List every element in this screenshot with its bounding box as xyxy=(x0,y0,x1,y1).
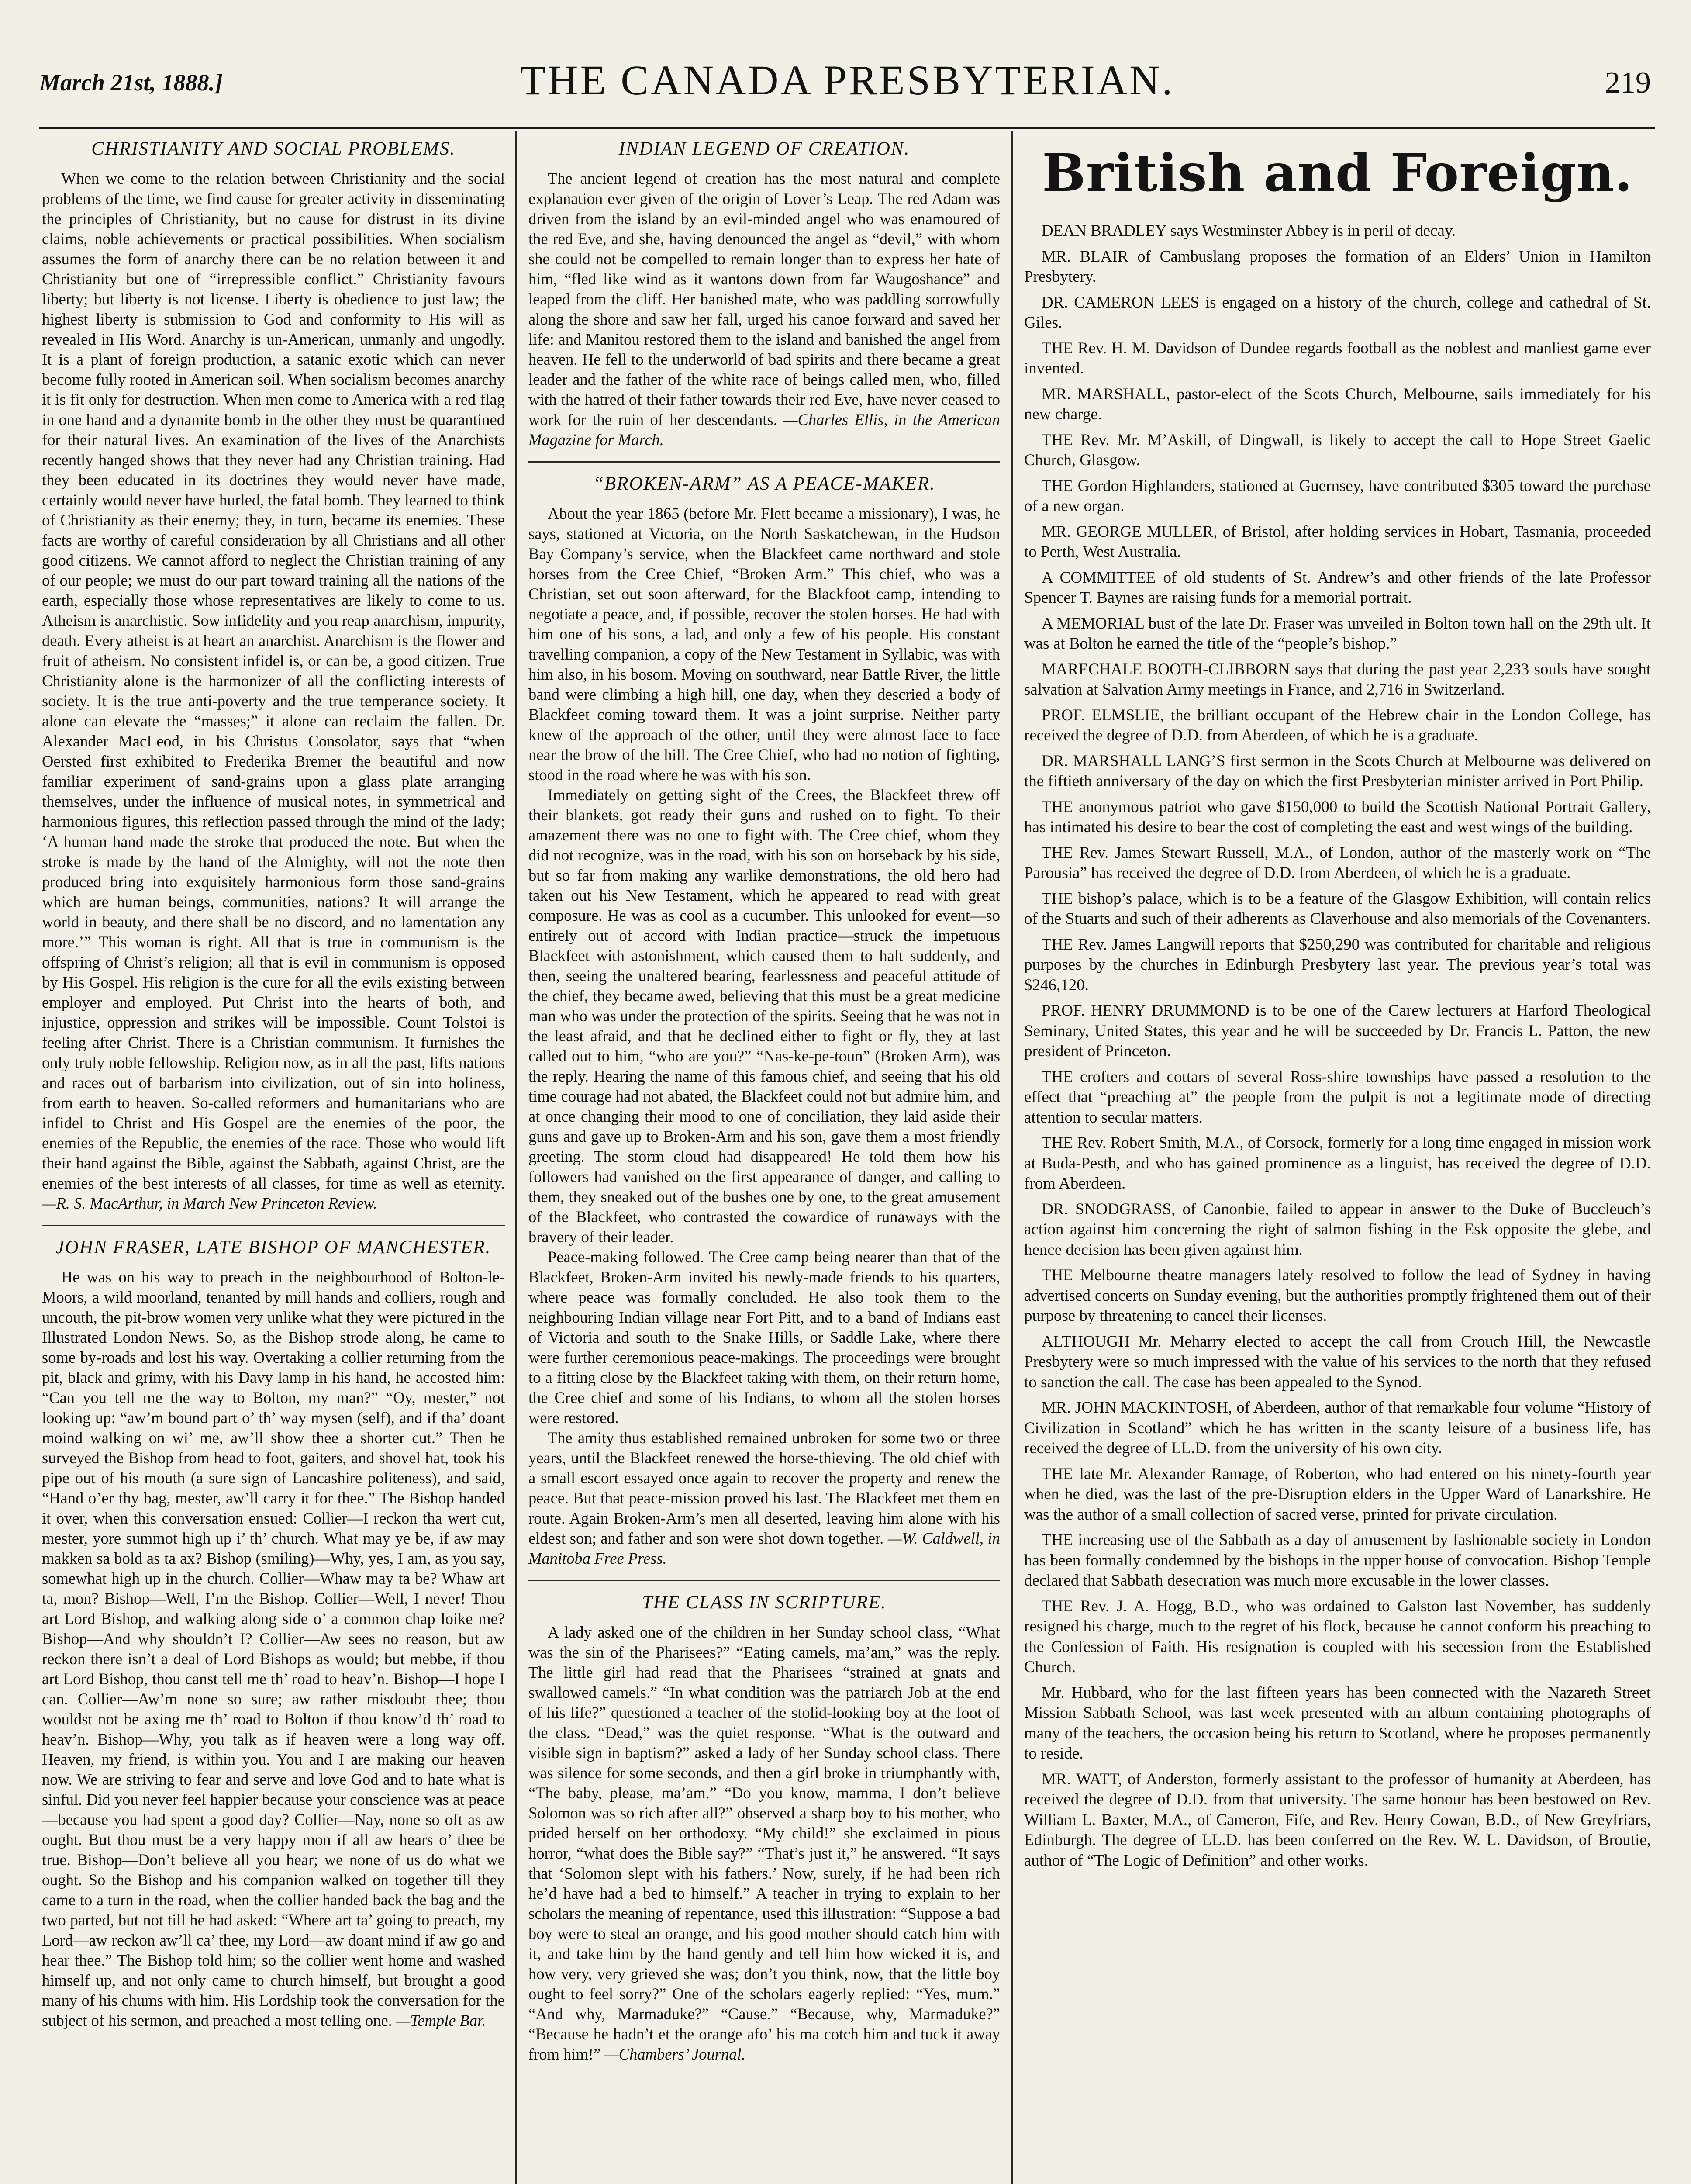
newspaper-title: THE CANADA PRESBYTERIAN. xyxy=(520,57,1175,104)
column-2 xyxy=(528,131,1000,2184)
article-text: He was on his way to preach in the neighbourhood of Bolton-le-Moors, a wild moorland, tenanted by mill hands and colliers, rough and uncouth, the pit-brow women very unlike what they were pictured in the Illustrated London News. So, as the Bishop strode along, he came to some by-roads and lost his way. Overtaking a collier returning from the pit, black and grimy, with his Davy lamp in his hand, he accosted him: “Can you tell me the way to Bolton, my man?” “Oy, mester,” not looking up: “aw’m bound part o’ th’ way mysen (self), and if tha’ doant moind walking on wi’ me, aw’ll show thee a shorter cut.” Then he surveyed the Bishop from head to foot, gaiters, and shovel hat, took his pipe out of his mouth (a sure sign of Lancashire politeness), and said, “Hand o’er thy bag, mester, aw’ll carry it for thee.” The Bishop handed it over, when this conversation ensued: Collier—I reckon tha wert cut, mester, yore summot high up i’ th’ church. What may ye be, if aw may makken sa bold as ta ax? Bishop (smiling)—Why, yes, I am, as you say, somewhat high up in the church. Collier—Whaw may ta be? Whaw art ta, mon? Bishop—Well, I’m the Bishop. Collier—Well, I never! Thou art Lord Bishop, and walking along side o’ a common chap loike me? Bishop—And why shouldn’t I? Collier—Aw sees no reason, but aw reckon there isn’t a deal of Lord Bishops as would; but mebbe, if thou art Lord Bishop, thou canst tell me th’ road to heav’n. Bishop—I hope I can. Collier—Aw’m none so sure; aw rather misdoubt thee; thou wouldst not be axing me th’ road to Bolton if thou know’d th’ road to heav’n. Bishop—Why, you talk as if heaven were a long way off. Heaven, my friend, is within you. You and I are making our heaven now. We are striving to fear and serve and love God and to hate what is sinful. Did you never feel happier because your conscience was at peace—because you had spent a good day? Collier—Nay, none so oft as aw ought. But thou must be a very happy mon if all aw hears o’ thee be true. Bishop—Don’t believe all you hear; we none of us do what we ought. So the Bishop and his companion walked on together till they came to a turn in the road, when the collier handed back the bag and the two parted, but not till he had asked: “Where art ta’ going to preach, my Lord—aw reckon aw’ll ca’ thee, my Lord—aw doant mind if aw go and hear thee.” The Bishop told him; so the collier went home and washed himself up, and not only came to church himself, but brought a good many of his chums with him. His Lordship took the conversation for the subject of his sermon, and preached a most telling one. xyxy=(42,1268,505,2029)
article-text: When we come to the relation between Christianity and the social problems of the time, we find cause for greater activity in disseminating the principles of Christianity, but no cause for distrust in its divine claims, noble achievements or practical possibilities. When socialism assumes the form of anarchy there can be no relation between it and Christianity but one of “irrepressible conflict.” Christianity favours liberty; but liberty is not license. Liberty is obedience to just law; the highest liberty is submission to God and conformity to His will as revealed in His Word. Anarchy is un-American, unmanly and ungodly. It is a plant of foreign production, a satanic exotic which can never become fully rooted in American soil. When socialism becomes anarchy it is fit only for destruction. When men come to America with a red flag in one hand and a dynamite bomb in the other they must be quarantined for their natural lives. An examination of the lives of the Anarchists recently hanged shows that they never had any Christian training. Had they been educated in its doctrines they would never have made, certainly would never have hurled, the fatal bomb. They learned to think of Christianity as their enemy; they, in turn, became its enemies. These facts are worthy of careful consideration by all Christians and all other good citizens. We cannot afford to neglect the Christian training of any of our people; we must do our part toward training all the nations of the earth, especially those whose representatives are likely to come to us. Atheism is anarchistic. Sow infidelity and you reap anarchism, impurity, death. Every atheist is at heart an anarchist. Anarchism is the flower and fruit of atheism. No consistent infidel is, or can be, a good citizen. True Christianity alone is the harmonizer of all the conflicting interests of society. It is the true anti-poverty and the true temperance society. It alone can elevate the “masses;” it alone can reclaim the fallen. Dr. Alexander MacLeod, in his Christus Consolator, says that “when Oersted first exhibited to Frederika Bremer the beautiful and now familiar experiment of sand-grains upon a glass plate arranging themselves, under the influence of musical notes, in symmetrical and harmonious figures, this reflection passed through the mind of the lady; ‘A human hand made the stroke that produced the note. But when the stroke is made by the hand of the Almighty, will not the note then produced bring into exquisitely harmonious form those sand-grains which are human beings, communities, nations? It will arrange the world in beauty, and there shall be no discord, and no lamentation any more.’” This woman is right. All that is true in communism is the offspring of Christ’s religion; all that is evil in communism is opposed by His Gospel. His religion is the cure for all the evils existing between employer and employed. Put Christ into the hearts of both, and injustice, oppression and strikes will be impossible. Count Tolstoi is feeling after Christ. There is a Christian communism. It furnishes the only truly noble fellowship. Religion now, as in all the past, lifts nations and races out of barbarism into civilization, out of sin into holiness, from earth to heaven. So-called reformers and humanitarians who are infidel to Christ and His Gospel are the enemies of the poor, the enemies of the Republic, the enemies of the race. Those who would lift their hand against the Bible, against the Sabbath, against Christ, are the enemies of the best interests of all classes, for time as well as eternity. xyxy=(42,169,505,1192)
news-item: DR. MARSHALL LANG’S first sermon in the Scots Church at Melbourne was delivered on the fiftieth anniversary of the day on which the first Presbyterian minister arrived in Port Philip. xyxy=(1024,752,1651,790)
article-source: —W. Caldwell, in Manitoba Free Press. xyxy=(528,1529,1000,1567)
article-separator xyxy=(528,1580,1000,1581)
article-paragraph: Immediately on getting sight of the Crees, the Blackfeet threw off their blankets, got ready their guns and rushed on to fight. To their amazement there was no one to fight with. The Cree chief, whom they did not recognize, was in the road, with his son on horseback by his side, but so far from making any warlike demonstrations, the old hero had taken out his New Testament, which he appeared to read with great composure. He was as cool as a cucumber. This unlooked for event—so entirely out of accord with Indian practice—struck the impetuous Blackfeet with astonishment, which caused them to halt suddenly, and then, seeing the unaltered bearing, fearlessness and peaceful attitude of the chief, they became awed, believing that this must be a great medicine man who was under the protection of the spirits. Seeing that he was not in the least afraid, and that he declined either to fight or fly, they at last called out to him, “who are you?” “Nas-ke-pe-toun” (Broken Arm), was the reply. Hearing the name of this famous chief, and seeing that his old time courage had not abated, the Blackfeet could not but admire him, and at once changing their mood to one of conciliation, they laid aside their guns and gave up to Broken-Arm and his son, gave them a most friendly greeting. The storm cloud had disappeared! He told them how his followers had vanished on the first appearance of danger, and calling to them, they sneaked out of the bushes one by one, to the great amusement of the Blackfeet, who contrasted the cowardice of runaways with the bravery of their leader. xyxy=(528,786,1000,1246)
article-title: CHRISTIANITY AND SOCIAL PROBLEMS. xyxy=(91,138,456,159)
article-title: JOHN FRASER, LATE BISHOP OF MANCHESTER. xyxy=(55,1237,491,1258)
section-title: British and Foreign. xyxy=(1042,142,1633,203)
news-item: THE crofters and cottars of several Ross-shire townships have passed a resolution to the effect that “preaching at” the people from the pulpit is not a legitimate mode of directing attention to secular matters. xyxy=(1024,1068,1651,1127)
article-title: INDIAN LEGEND OF CREATION. xyxy=(618,138,910,159)
news-item: THE late Mr. Alexander Ramage, of Roberton, who had entered on his ninety-fourth year when he died, was the last of the pre-Disruption elders in the Upper Ward of Lanarkshire. He was the author of a small collection of sacred verse, printed for private circulation. xyxy=(1024,1465,1651,1524)
news-item: THE Rev. Mr. M’Askill, of Dingwall, is likely to accept the call to Hope Street Gaelic Church, Glasgow. xyxy=(1024,431,1651,469)
news-item: MR. JOHN MACKINTOSH, of Aberdeen, author of that remarkable four volume “History of Civilization in Scotland” which he has written in the scanty leisure of a business life, has received the degree of LL.D. from the university of his own city. xyxy=(1024,1399,1651,1457)
article-source: —Chambers’ Journal. xyxy=(604,2045,745,2063)
article-body xyxy=(528,1622,1000,2064)
article-body xyxy=(528,1428,1000,1569)
article-body xyxy=(42,1267,505,2031)
news-item: PROF. ELMSLIE, the brilliant occupant of the Hebrew chair in the London College, has received the degree of D.D. from Aberdeen, of which he is a graduate. xyxy=(1024,706,1651,744)
news-items-list xyxy=(1024,221,1651,1871)
article-separator xyxy=(528,461,1000,463)
news-item: MR. MARSHALL, pastor-elect of the Scots Church, Melbourne, sails immediately for his new charge. xyxy=(1024,385,1651,423)
article-body xyxy=(528,169,1000,450)
news-item: THE increasing use of the Sabbath as a day of amusement by fashionable society in London has been formally condemned by the bishops in the upper house of convocation. Bishop Temple declared that Sabbath desecration was much more excusable in the lower classes. xyxy=(1024,1531,1651,1590)
masthead xyxy=(39,52,1655,122)
news-item: PROF. HENRY DRUMMOND is to be one of the Carew lecturers at Harford Theological Seminary, United States, this year and he will be succeeded by Dr. Francis L. Patton, the new president of Princeton. xyxy=(1024,1002,1651,1060)
news-item: DR. SNODGRASS, of Canonbie, failed to appear in answer to the Duke of Buccleuch’s action against him concerning the right of salmon fishing in the Esk opposite the glebe, and hence decision has been given against him. xyxy=(1024,1200,1651,1259)
issue-date: March 21st, 1888.] xyxy=(39,69,223,96)
article-text: A lady asked one of the children in her Sunday school class, “What was the sin of the Pharisees?” “Eating camels, ma’am,” was the reply. The little girl had read that the Pharisees “strained at gnats and swallowed camels.” “In what condition was the patriarch Job at the end of his life?” questioned a teacher of the stolid-looking boy at the foot of the class. “Dead,” was the quiet response. “What is the outward and visible sign in baptism?” asked a lady of her Sunday school class. There was silence for some seconds, and then a girl broke in triumphantly with, “The baby, please, ma’am.” “Do you know, mamma, I don’t believe Solomon was so rich after all?” observed a sharp boy to his mother, who prided herself on her orthodoxy. “My child!” she exclaimed in pious horror, “what does the Bible say?” “That’s just it,” he answered. “It says that ‘Solomon slept with his fathers.’ Now, surely, if he had been rich he’d have had a bed to himself.” A teacher in trying to explain to her scholars the meaning of repentance, used this illustration: “Suppose a bad boy were to steal an orange, and his good mother should catch him with it, and take him by the hand gently and tell him how wicked it is, and how very, very grieved she was; don’t you think, now, that the little boy ought to feel sorry?” One of the scholars eagerly replied: “Yes, mum.” “And why, Marmaduke?” “Cause.” “Because, why, Marmaduke?” “Because he hadn’t et the orange afo’ his ma cotch him and tuck it away from him!” xyxy=(528,1623,1000,2063)
news-item: THE bishop’s palace, which is to be a feature of the Glasgow Exhibition, will contain relics of the Stuarts and such of their adherents as Claverhouse and also memorials of the Covenanters. xyxy=(1024,889,1651,928)
article-paragraph: About the year 1865 (before Mr. Flett became a missionary), I was, he says, stationed at Victoria, on the North Saskatchewan, in the Hudson Bay Company’s service, when the Blackfeet came northward and stole horses from the Cree Chief, “Broken Arm.” This chief, who was a Christian, set out soon afterward, for the Blackfoot camp, intending to negotiate a peace, and, if possible, recover the stolen horses. He had with him one of his sons, a lad, and only a few of his people. His constant travelling companion, a copy of the New Testament in Syllabic, was with him also, in his bosom. Moving on southward, near Battle River, the little band were climbing a high hill, one day, when they descried a body of Blackfeet coming toward them. It was a joint surprise. Neither party knew of the approach of the other, until they were almost face to face near the brow of the hill. The Cree Chief, who had no notion of fighting, stood in the road where he was with his son. xyxy=(528,505,1000,784)
news-item: THE anonymous patriot who gave $150,000 to build the Scottish National Portrait Gallery, has intimated his desire to bear the cost of completing the east and west wings of the building. xyxy=(1024,798,1651,836)
news-item: MR. WATT, of Anderston, formerly assistant to the professor of humanity at Aberdeen, has received the degree of D.D. from that university. The same honour has been bestowed on Rev. William L. Baxter, M.A., of Cameron, Fife, and Rev. Henry Cowan, B.D., of New Greyfriars, Edinburgh. The degree of LL.D. has been conferred on the Rev. W. L. Davidson, of Broutie, author of “The Logic of Definition” and other works. xyxy=(1024,1770,1651,1870)
masthead-rule xyxy=(39,127,1655,129)
column-3 xyxy=(1024,131,1651,2184)
news-item: DEAN BRADLEY says Westminster Abbey is in peril of decay. xyxy=(1042,222,1456,240)
news-item: THE Gordon Highlanders, stationed at Guernsey, have contributed $305 toward the purchase of a new organ. xyxy=(1024,477,1651,515)
news-item: THE Rev. H. M. Davidson of Dundee regards football as the noblest and manliest game ever invented. xyxy=(1024,339,1651,377)
article-text: The amity thus established remained unbroken for some two or three years, until the Blackfeet renewed the horse-thieving. The old chief with a small escort essayed once again to recover the property and renew the peace. But that peace-mission proved his last. The Blackfeet met them en route. Again Broken-Arm’s men all deserted, leaving him alone with his eldest son; and father and son were shot down together. xyxy=(528,1429,1000,1547)
news-item: ALTHOUGH Mr. Meharry elected to accept the call from Crouch Hill, the Newcastle Presbytery were so much impressed with the value of his services to the north that they refused to sanction the call. The case has been appealed to the Synod. xyxy=(1024,1332,1651,1391)
column-divider xyxy=(515,131,517,2184)
news-item: THE Rev. J. A. Hogg, B.D., who was ordained to Galston last November, has suddenly resigned his charge, much to the regret of his flock, because he cannot conform his preaching to the Confession of Faith. His resignation is coupled with his secession from the Established Church. xyxy=(1024,1597,1651,1676)
news-item: A COMMITTEE of old students of St. Andrew’s and other friends of the late Professor Spencer T. Baynes are raising funds for a memorial portrait. xyxy=(1024,568,1651,607)
article-source: —Temple Bar. xyxy=(396,2011,486,2029)
news-item: Mr. Hubbard, who for the last fifteen years has been connected with the Nazareth Street Mission Sabbath School, was last week presented with an album containing photographs of many of the teachers, the occasion being his return to Scotland, where he proposes permanently to reside. xyxy=(1024,1683,1651,1762)
column-divider xyxy=(1011,131,1013,2184)
news-item: THE Rev. Robert Smith, M.A., of Corsock, formerly for a long time engaged in mission work at Buda-Pesth, and who has gained prominence as a linguist, has received the degree of D.D. from Aberdeen. xyxy=(1024,1134,1651,1192)
article-text: The ancient legend of creation has the most natural and complete explanation ever given of the origin of Lover’s Leap. The red Adam was driven from the island by an evil-minded angel who was enamoured of the red Eve, and she, having denounced the angel as “devil,” with whom she could not be compelled to remain longer than to express her hate of him, “fled like wind as it wantons down from far Waugoshance” and leaped from the cliff. Her banished mate, who was paddling sorrowfully along the shore and saw her fall, urged his canoe forward and saved her life: and Manitou restored them to the island and banished the angel from heaven. He fell to the underworld of bad spirits and there became a great leader and the father of the white race of beings called men, who, filled with the hatred of their father towards their red Eve, have never ceased to work for the ruin of her descendants. xyxy=(528,169,1000,429)
news-item: MR. BLAIR of Cambuslang proposes the formation of an Elders’ Union in Hamilton Presbytery. xyxy=(1024,247,1651,286)
article-body xyxy=(42,169,505,1213)
news-item: THE Rev. James Langwill reports that $250,290 was contributed for charitable and religious purposes by the churches in Edinburgh Presbytery last year. The previous year’s total was $246,120. xyxy=(1024,935,1651,994)
article-paragraph: Peace-making followed. The Cree camp being nearer than that of the Blackfeet, Broken-Arm invited his newly-made friends to his quarters, where peace was formally concluded. He also took them to the neighbouring Indian village near Fort Pitt, and to a band of Indians east of Victoria and south to the Snake Hills, or Saddle Lake, where there were further ceremonious peace-makings. The proceedings were brought to a fitting close by the Blackfeet taking with them, on their return home, the Cree chief and some of his Indians, to whom all the stolen horses were restored. xyxy=(528,1248,1000,1427)
article-title: “BROKEN-ARM” AS A PEACE-MAKER. xyxy=(593,473,935,494)
article-source: —Charles Ellis, in the American Magazine for March. xyxy=(528,411,1000,449)
page-number: 219 xyxy=(1605,66,1651,100)
article-separator xyxy=(42,1225,505,1226)
article-title: THE CLASS IN SCRIPTURE. xyxy=(642,1592,887,1613)
news-item: THE Melbourne theatre managers lately resolved to follow the lead of Sydney in having advertised concerts on Sunday evening, but the authorities promptly frightened them out of their purpose by threatening to cancel their licenses. xyxy=(1024,1266,1651,1325)
article-source: —R. S. MacArthur, in March New Princeton Review. xyxy=(42,1194,377,1212)
news-item: A MEMORIAL bust of the late Dr. Fraser was unveiled in Bolton town hall on the 29th ult. It was at Bolton he earned the title of the “people’s bishop.” xyxy=(1024,614,1651,653)
news-item: MR. GEORGE MULLER, of Bristol, after holding services in Hobart, Tasmania, proceeded to Perth, West Australia. xyxy=(1024,522,1651,561)
news-item: DR. CAMERON LEES is engaged on a history of the church, college and cathedral of St. Giles. xyxy=(1024,293,1651,332)
news-item: THE Rev. James Stewart Russell, M.A., of London, author of the masterly work on “The Parousia” has received the degree of D.D. from Aberdeen, of which he is a graduate. xyxy=(1024,843,1651,882)
news-item: MARECHALE BOOTH-CLIBBORN says that during the past year 2,233 souls have sought salvation at Salvation Army meetings in France, and 2,716 in Switzerland. xyxy=(1024,660,1651,698)
column-1 xyxy=(42,131,505,2184)
